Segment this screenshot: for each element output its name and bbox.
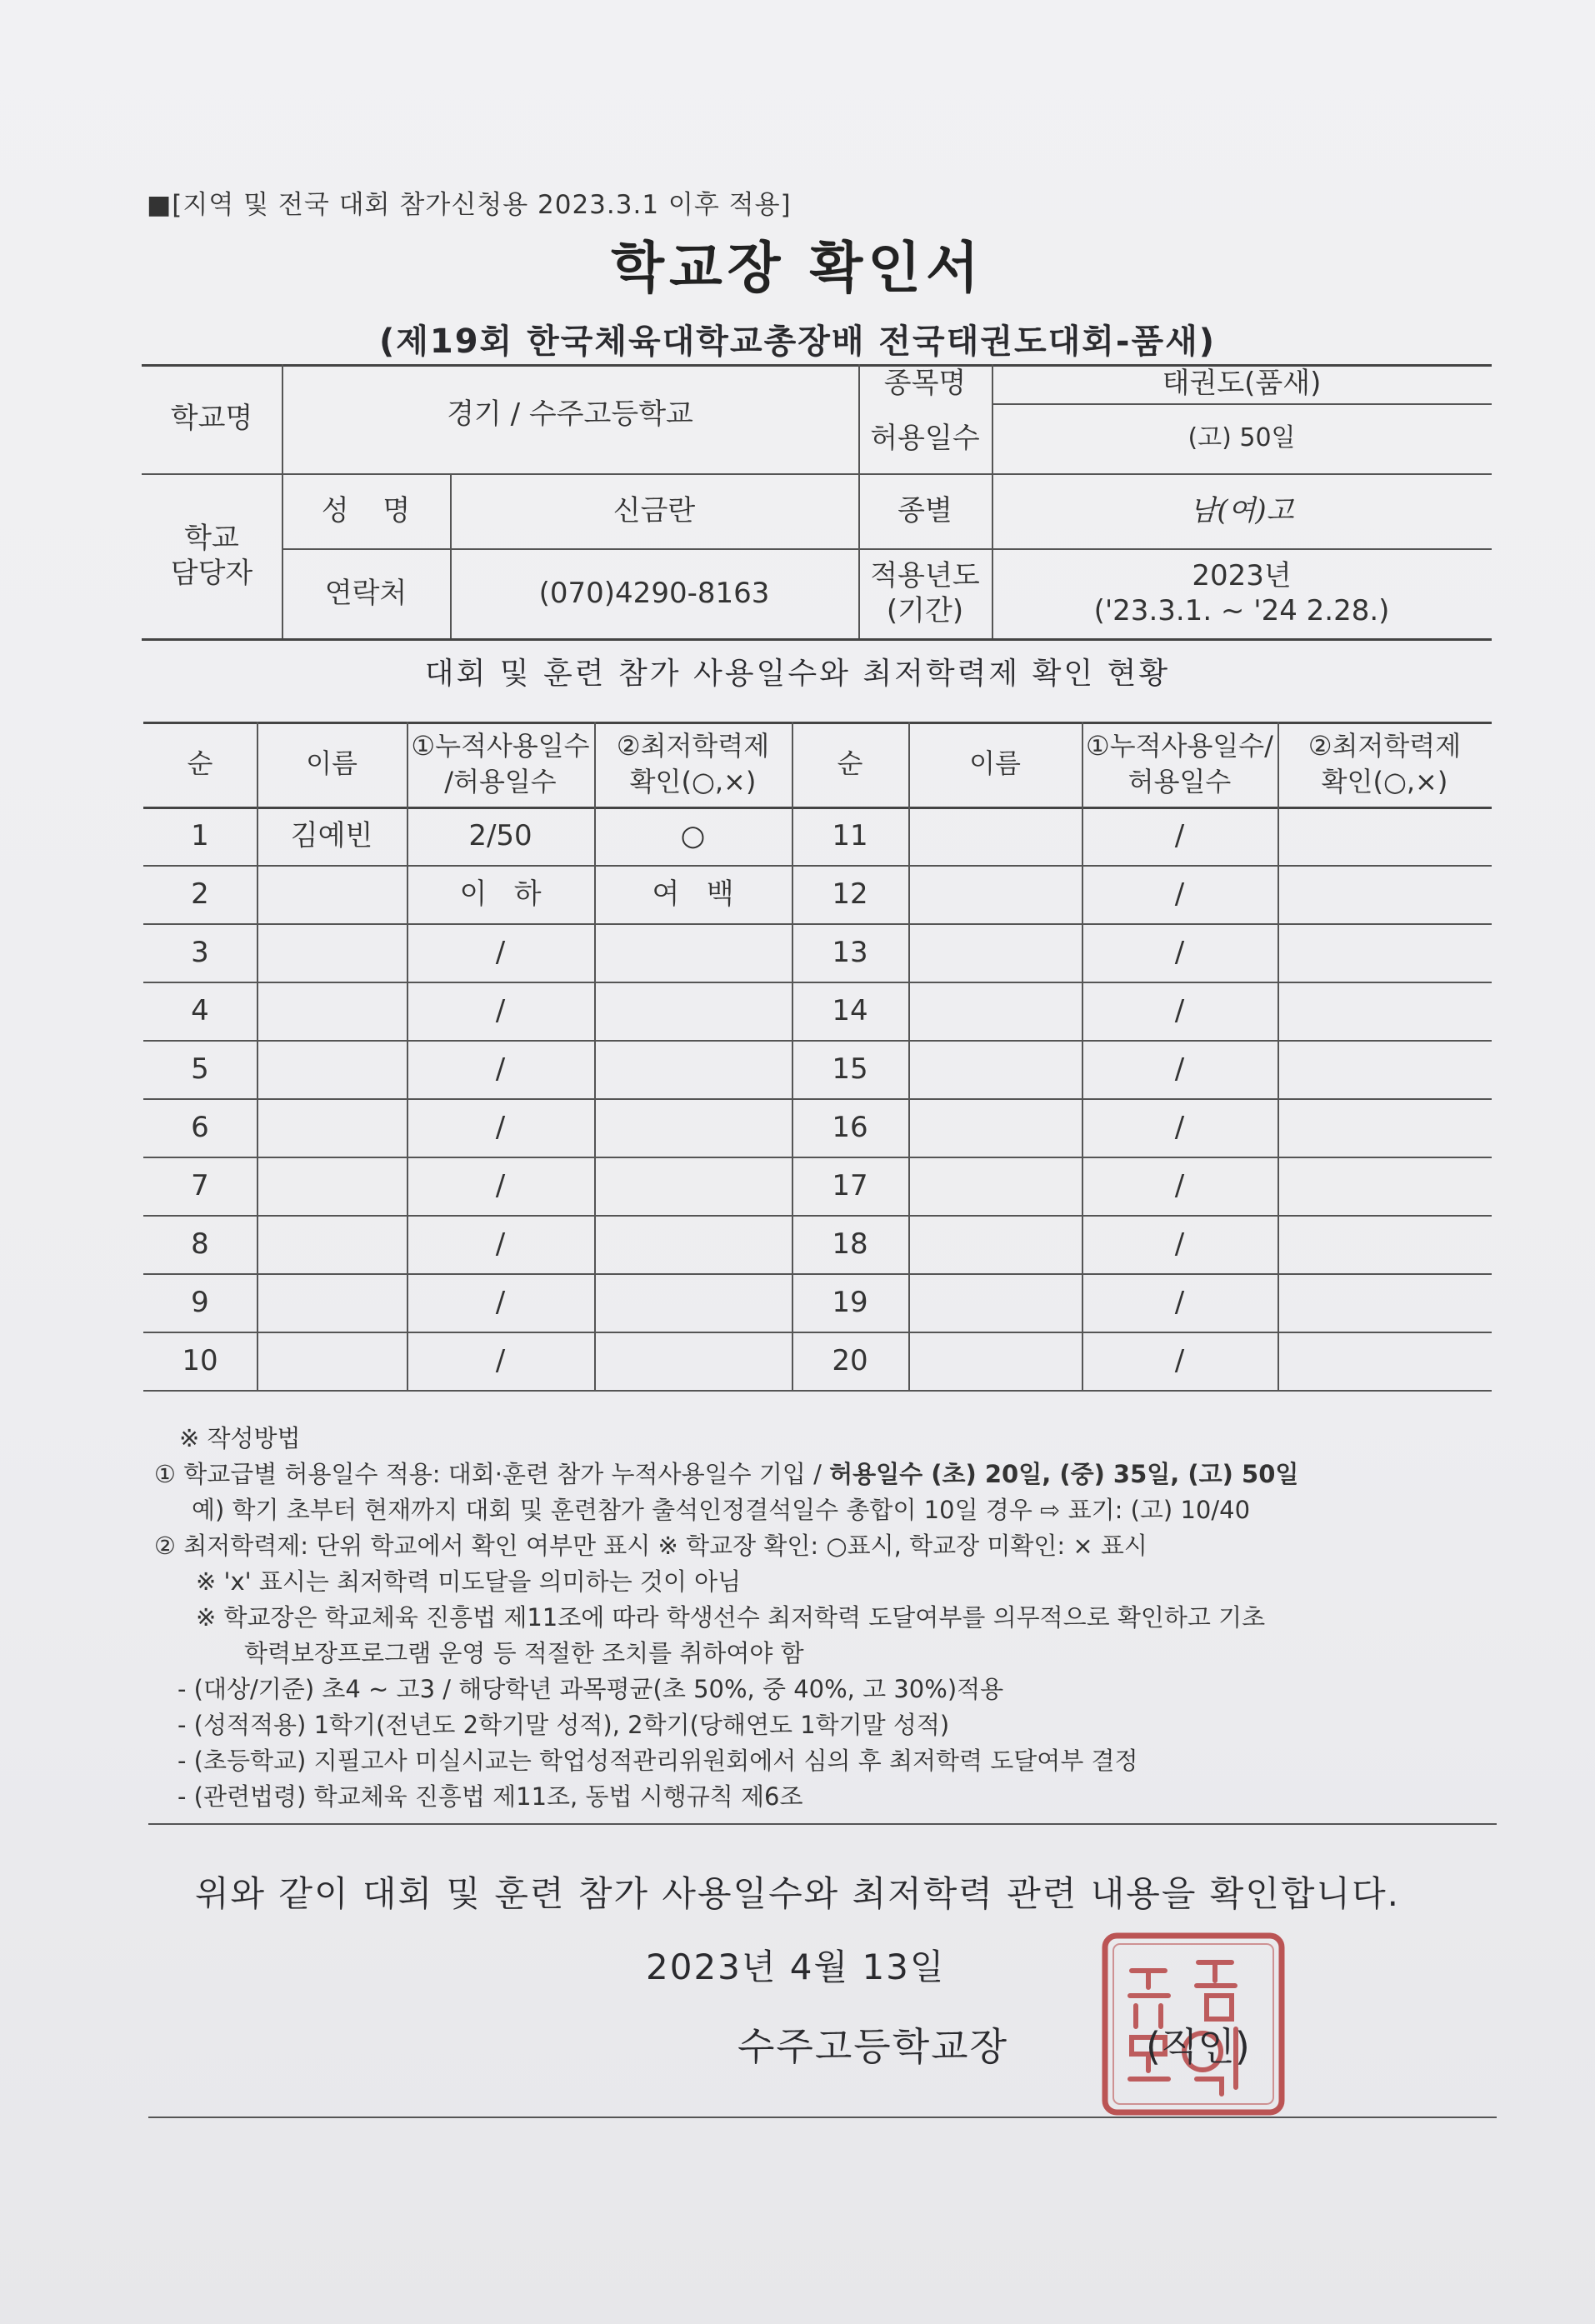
cell-check	[594, 1273, 792, 1332]
cell-name	[257, 1157, 407, 1215]
seal-label: (직인)	[1146, 2024, 1250, 2069]
header-name-left: 이름	[306, 747, 358, 780]
period-label	[858, 548, 992, 638]
row-divider	[143, 1390, 792, 1392]
cell-name	[908, 1098, 1082, 1157]
cell-no: 18	[832, 1227, 868, 1261]
note-1-allowed-days: 허용일수 (초) 20일, (중) 35일, (고) 50일	[829, 1460, 1299, 1488]
cell-no: 19	[832, 1285, 868, 1319]
issue-date: 2023년 4월 13일	[646, 1947, 946, 1987]
cell-no: 2	[191, 877, 209, 911]
cell-no: 20	[832, 1343, 868, 1377]
cell-name	[257, 1215, 407, 1273]
event-value: 태권도(품새)	[1162, 367, 1322, 401]
cell-no: 14	[832, 993, 868, 1027]
cell-no: 4	[191, 993, 209, 1027]
section-title: 대회 및 훈련 참가 사용일수와 최저학력제 확인 현황	[424, 657, 1171, 691]
header-days-left	[407, 722, 594, 807]
note-1	[154, 1457, 1504, 1492]
confirm-statement: 위와 같이 대회 및 훈련 참가 사용일수와 최저학력 관련 내용을 확인합니다.	[194, 1873, 1401, 1914]
cell-check	[1278, 1332, 1492, 1390]
cell-no: 5	[191, 1052, 209, 1086]
row-divider	[792, 1390, 1492, 1392]
period-label-line1: 적용년도	[870, 558, 980, 592]
principal-name: 수주고등학교장	[738, 2024, 1009, 2069]
period-value-line1: 2023년	[1192, 558, 1292, 592]
cell-check	[1278, 1273, 1492, 1332]
cell-days: /	[1174, 877, 1185, 911]
header-name-right: 이름	[969, 747, 1021, 780]
cell-name	[908, 982, 1082, 1040]
allowed-days-label: 허용일수	[870, 421, 980, 455]
header-days-left-line1: ①누적사용일수	[411, 729, 590, 762]
note-4: ※ 학교장은 학교체육 진흥법 제11조에 따라 학생선수 최저학력 도달여부를 의무적으로 확인하고 기초	[196, 1603, 1266, 1632]
cell-days: 이 하	[459, 877, 542, 911]
header-check-left-line2: 확인(○,×)	[629, 766, 757, 797]
school-label: 학교명	[170, 402, 253, 436]
cell-no: 16	[832, 1110, 868, 1144]
note-3: ※ 'x' 표시는 최저학력 미도달을 의미하는 것이 아님	[196, 1567, 742, 1596]
note-7: - (초등학교) 지필고사 미실시교는 학업성적관리위원회에서 심의 후 최저학력 도달여부 결정	[178, 1747, 1138, 1775]
cell-no: 17	[832, 1168, 868, 1202]
cell-days: /	[495, 993, 506, 1027]
cell-days: 2/50	[468, 818, 532, 852]
cell-check	[1278, 1098, 1492, 1157]
cell-days: /	[1174, 818, 1185, 852]
staff-label-line1: 학교	[184, 521, 239, 555]
header-check-left	[594, 722, 792, 807]
cell-days: /	[1174, 1052, 1185, 1086]
cell-name	[908, 1215, 1082, 1273]
period-value-line2: ('23.3.1. ~ '24 2.28.)	[1093, 594, 1390, 627]
header-check-right-line2: 확인(○,×)	[1321, 766, 1448, 797]
notes-heading: ※ 작성방법	[179, 1424, 301, 1452]
cell-name	[908, 1157, 1082, 1215]
note-4-cont: 학력보장프로그램 운영 등 적절한 조치를 취하여야 함	[244, 1639, 804, 1667]
cell-days: /	[495, 935, 506, 969]
cell-days: /	[1174, 993, 1185, 1027]
header-note: ■[지역 및 전국 대회 참가신청용 2023.3.1 이후 적용]	[147, 190, 792, 220]
header-no-left: 순	[187, 747, 213, 780]
cell-name: 김예빈	[290, 818, 373, 852]
cell-check	[1278, 865, 1492, 923]
cell-name	[908, 1273, 1082, 1332]
cell-check	[1278, 1040, 1492, 1098]
note-1-example: 예) 학기 초부터 현재까지 대회 및 훈련참가 출석인정결석일수 총합이 10일 경우 ⇨ 표기: (고) 10/40	[192, 1496, 1251, 1524]
cell-name	[908, 1040, 1082, 1098]
allowed-days-value: (고) 50일	[1188, 423, 1296, 453]
note-5: - (대상/기준) 초4 ~ 고3 / 해당학년 과목평균(초 50%, 중 40%, 고 30%)적용	[178, 1675, 1004, 1703]
cell-name	[908, 807, 1082, 865]
cell-days: /	[1174, 1227, 1185, 1261]
instructions	[154, 1421, 1504, 1815]
divider-bottom	[148, 2117, 1497, 2118]
header-check-left-line1: ②최저학력제	[616, 729, 770, 762]
cell-no: 6	[191, 1110, 209, 1144]
cell-days: /	[495, 1227, 506, 1261]
cell-days: /	[1174, 935, 1185, 969]
header-check-right	[1278, 722, 1492, 807]
school-value: 경기 / 수주고등학교	[447, 397, 693, 431]
cell-no: 10	[182, 1343, 218, 1377]
cell-days: /	[1174, 1168, 1185, 1202]
cell-days: /	[1174, 1285, 1185, 1319]
cell-no: 13	[832, 935, 868, 969]
cell-check	[594, 1215, 792, 1273]
header-days-left-line2: /허용일수	[444, 766, 557, 797]
cell-name	[257, 1098, 407, 1157]
header-check-right-line1: ②최저학력제	[1308, 729, 1462, 762]
note-8: - (관련법령) 학교체육 진흥법 제11조, 동법 시행규칙 제6조	[178, 1782, 803, 1811]
cell-check	[1278, 923, 1492, 982]
cell-check	[594, 1332, 792, 1390]
cell-no: 9	[191, 1285, 209, 1319]
header-no-right: 순	[837, 747, 863, 780]
cell-no: 3	[191, 935, 209, 969]
cell-name	[257, 1273, 407, 1332]
cell-name	[257, 982, 407, 1040]
header-days-right	[1082, 722, 1278, 807]
header-days-right-line1: ①누적사용일수/	[1086, 729, 1273, 762]
cell-name	[257, 1332, 407, 1390]
event-label: 종목명	[883, 367, 967, 401]
period-label-line2: (기간)	[886, 594, 964, 627]
cell-check	[594, 1157, 792, 1215]
cell-check: 여 백	[652, 877, 734, 911]
note-2: ② 최저학력제: 단위 학교에서 확인 여부만 표시 ※ 학교장 확인: ○표시, 학교장 미확인: × 표시	[154, 1532, 1148, 1560]
note-6: - (성적적용) 1학기(전년도 2학기말 성적), 2학기(당해연도 1학기말 성적)	[178, 1711, 950, 1739]
name-label: 성 명	[321, 493, 411, 527]
cell-no: 12	[832, 877, 868, 911]
staff-label	[142, 473, 282, 638]
name-value: 신금란	[612, 493, 696, 527]
cell-check	[1278, 1215, 1492, 1273]
contact-value: (070)4290-8163	[538, 576, 770, 610]
cell-check	[594, 982, 792, 1040]
cell-check	[594, 923, 792, 982]
period-value	[992, 548, 1492, 638]
cell-check	[594, 1040, 792, 1098]
cell-days: /	[495, 1343, 506, 1377]
staff-label-line2: 담당자	[170, 557, 253, 590]
category-label: 종별	[898, 493, 952, 527]
cell-days: /	[1174, 1110, 1185, 1144]
cell-days: /	[495, 1285, 506, 1319]
cell-name	[908, 865, 1082, 923]
note-1-text: ① 학교급별 허용일수 적용: 대회·훈련 참가 누적사용일수 기입 /	[154, 1460, 830, 1488]
category-value: 남(여)고	[1189, 493, 1294, 527]
cell-check: ○	[680, 818, 706, 852]
cell-no: 1	[191, 818, 209, 852]
cell-name	[257, 923, 407, 982]
cell-name	[908, 1332, 1082, 1390]
header-days-right-line2: 허용일수	[1128, 766, 1232, 797]
document-title: 학교장 확인서	[611, 236, 984, 300]
cell-check	[1278, 1157, 1492, 1215]
cell-name	[908, 923, 1082, 982]
contact-label: 연락처	[324, 576, 408, 610]
cell-no: 7	[191, 1168, 209, 1202]
cell-days: /	[1174, 1343, 1185, 1377]
cell-no: 15	[832, 1052, 868, 1086]
divider-top	[148, 1823, 1497, 1825]
cell-days: /	[495, 1168, 506, 1202]
cell-check	[1278, 982, 1492, 1040]
cell-name	[257, 865, 407, 923]
cell-no: 11	[832, 818, 868, 852]
cell-days: /	[495, 1110, 506, 1144]
cell-check	[594, 1098, 792, 1157]
cell-days: /	[495, 1052, 506, 1086]
cell-no: 8	[191, 1227, 209, 1261]
cell-name	[257, 1040, 407, 1098]
document-subtitle: (제19회 한국체육대학교총장배 전국태권도대회-품새)	[378, 322, 1217, 361]
cell-check	[1278, 807, 1492, 865]
